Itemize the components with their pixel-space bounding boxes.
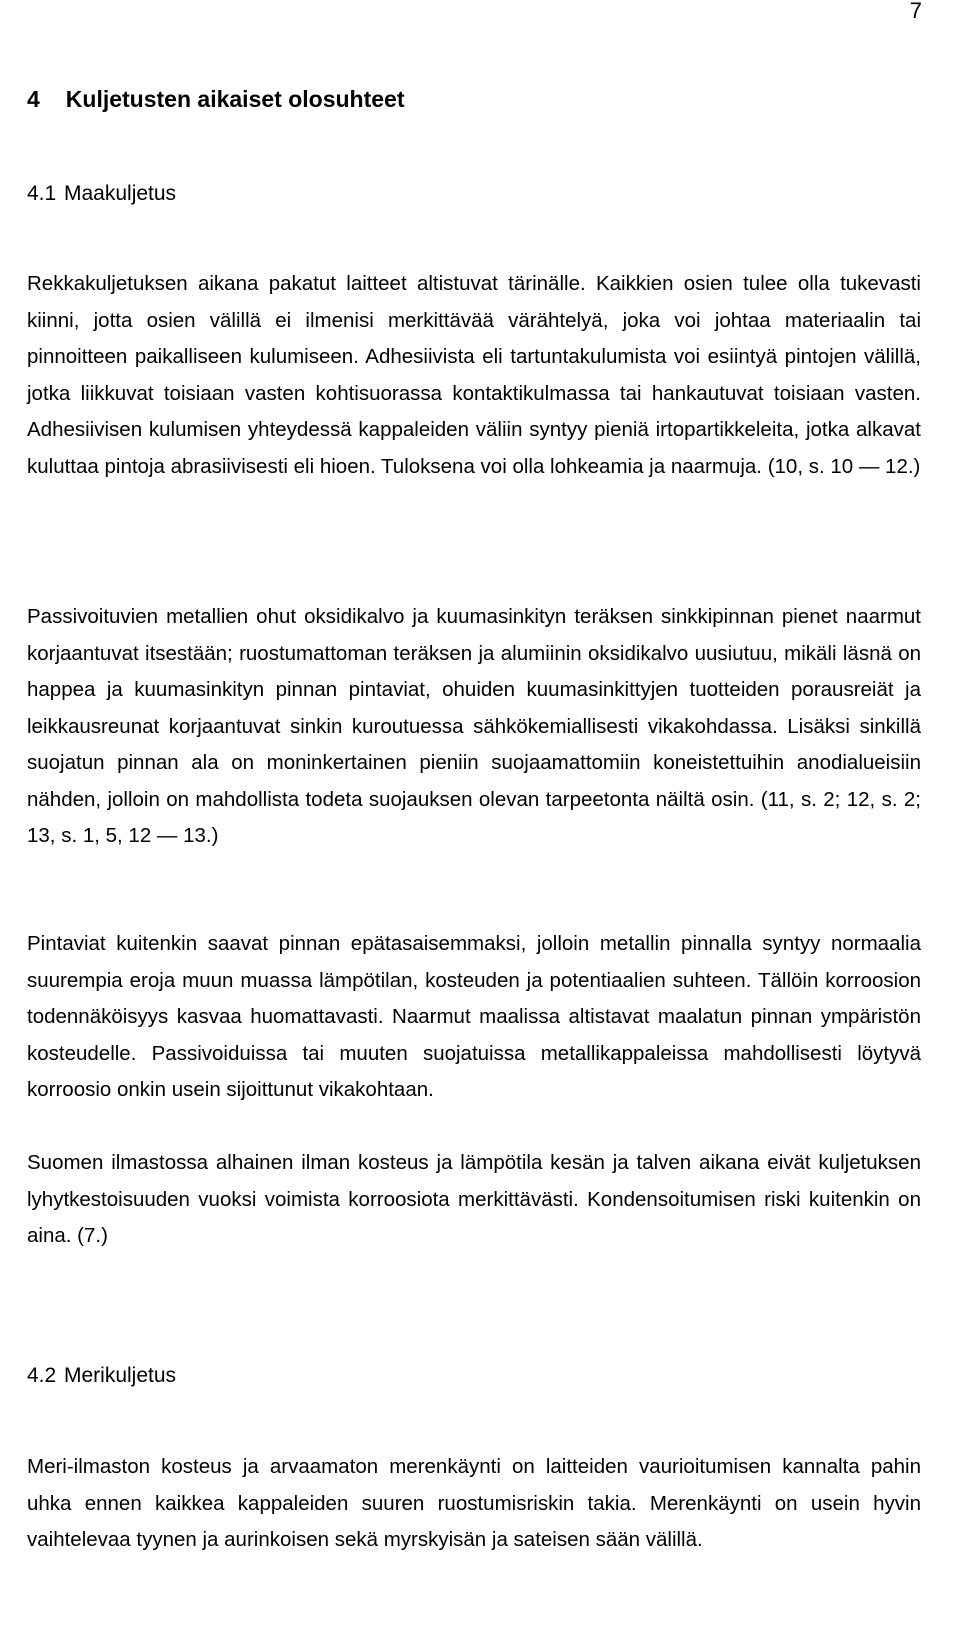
page-number: 7 <box>909 0 922 23</box>
paragraph: Passivoituvien metallien ohut oksidikalvo ja kuumasinkityn teräksen sinkkipinnan pienet naarmut korjaantuvat itsestään; ruostumattoman teräksen ja alumiinin oksidikalvo uusiutuu, mikäli läsnä on happea ja kuumasinkityn pinnan pintaviat, ohuiden kuumasinkittyjen tuotteiden porausreiät ja leikkausreunat korjaantuvat sinkin kuroutuessa sähkökemiallisesti vikakohdassa. Lisäksi sinkillä suojatun pinnan ala on moninkertainen pieniin suojaamattomiin koneistettuihin anodialueisiin nähden, jolloin on mahdollista todeta suojauksen olevan tarpeetonta näiltä osin. (11, s. 2; 12, s. 2; 13, s. 1, 5, 12 — 13.) <box>27 605 921 847</box>
chapter-number: 4 <box>27 86 40 112</box>
section-heading-4-1 <box>27 182 176 206</box>
section-title: Maakuljetus <box>64 182 177 205</box>
chapter-title: Kuljetusten aikaiset olosuhteet <box>65 86 405 112</box>
paragraph: Meri-ilmaston kosteus ja arvaamaton merenkäynti on laitteiden vaurioitumisen kannalta pahin uhka ennen kaikkea kappaleiden suuren ruostumisriskin takia. Merenkäynti on usein hyvin vaihtelevaa tyynen ja aurinkoisen sekä myrskyisän ja sateisen sään välillä. <box>27 1455 921 1551</box>
chapter-heading <box>27 86 405 113</box>
paragraph: Suomen ilmastossa alhainen ilman kosteus ja lämpötila kesän ja talven aikana eivät kuljetuksen lyhytkestoisuuden vuoksi voimista korroosiota merkittävästi. Kondensoitumisen riski kuitenkin on aina. (7.) <box>27 1151 921 1247</box>
paragraph: Pintaviat kuitenkin saavat pinnan epätasaisemmaksi, jolloin metallin pinnalla syntyy normaalia suurempia eroja muun muassa lämpötilan, kosteuden ja potentiaalien suhteen. Tällöin korroosion todennäköisyys kasvaa huomattavasti. Naarmut maalissa altistavat maalatun pinnan ympäristön kosteudelle. Passivoiduissa tai muuten suojatuissa metallikappaleissa mahdollisesti löytyvä korroosio onkin usein sijoittunut vikakohtaan. <box>27 932 921 1101</box>
section-title: Merikuljetus <box>64 1364 177 1387</box>
paragraph: Rekkakuljetuksen aikana pakatut laitteet altistuvat tärinälle. Kaikkien osien tulee olla tukevasti kiinni, jotta osien välillä ei ilmenisi merkittävää värähtelyä, joka voi johtaa materiaalin tai pinnoitteen paikalliseen kulumiseen. Adhesiivista eli tartuntakulumista voi esiintyä pintojen välillä, jotka liikkuvat toisiaan vasten kohtisuorassa kontaktikulmassa tai hankautuvat toisiaan vasten. Adhesiivisen kulumisen yhteydessä kappaleiden väliin syntyy pieniä irtopartikkeleita, jotka alkavat kuluttaa pintoja abrasiivisesti eli hioen. Tuloksena voi olla lohkeamia ja naarmuja. (10, s. 10 — 12.) <box>27 272 921 478</box>
section-heading-4-2 <box>27 1364 176 1388</box>
section-number: 4.2 <box>27 1364 57 1387</box>
section-number: 4.1 <box>27 182 57 205</box>
